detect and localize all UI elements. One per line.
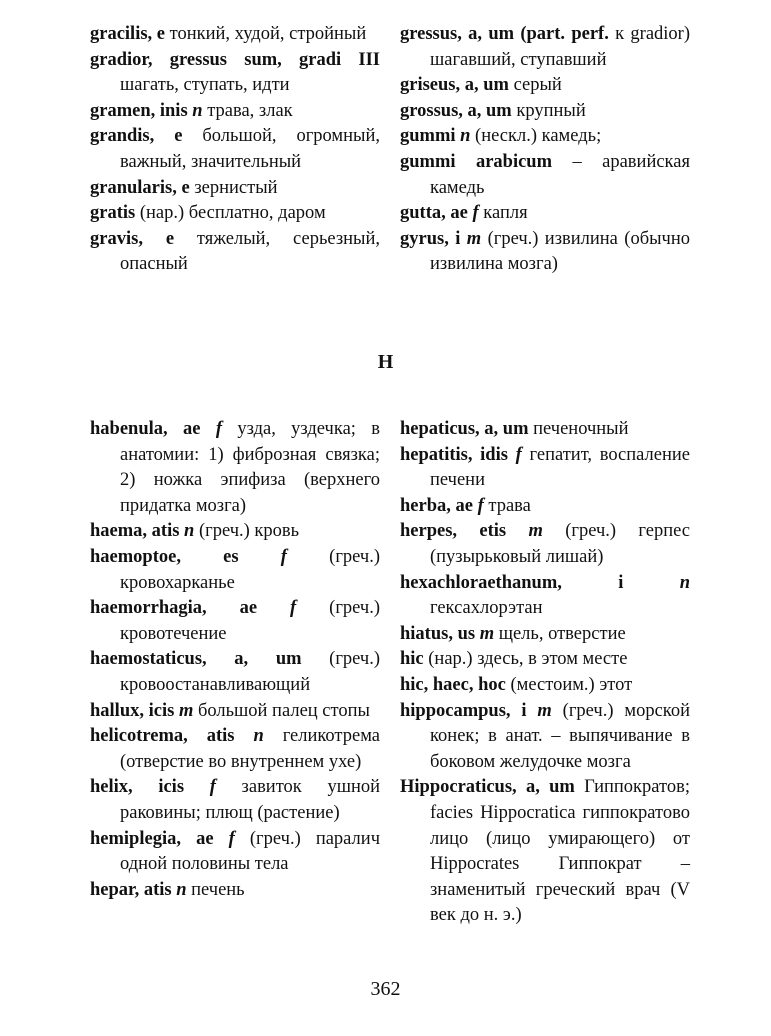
dictionary-entry bbox=[400, 73, 690, 99]
entry-forms: etis bbox=[479, 521, 507, 542]
entry-headword: hepar bbox=[90, 879, 135, 900]
entry-separator: , bbox=[163, 419, 183, 439]
entry-headword: granularis bbox=[90, 177, 173, 198]
dictionary-entry bbox=[90, 545, 380, 596]
dictionary-entry bbox=[400, 417, 690, 443]
entry-headword: hemiplegia bbox=[90, 828, 177, 849]
dictionary-entry bbox=[400, 673, 690, 699]
entry-headword: helicotrema bbox=[90, 726, 184, 747]
entry-definition: печень bbox=[186, 879, 245, 900]
entry-separator: , bbox=[176, 828, 197, 849]
entry-definition: тяжелый, серьезный, опасный bbox=[120, 228, 380, 275]
entry-separator: , bbox=[147, 49, 170, 70]
entry-headword: hic, haec, hoc bbox=[400, 674, 506, 695]
dictionary-entry bbox=[90, 99, 380, 125]
dictionary-entry bbox=[400, 699, 690, 776]
entry-forms: e bbox=[156, 24, 166, 44]
entry-headword: herpes bbox=[400, 521, 453, 542]
entry-headword: hepatitis bbox=[400, 444, 468, 465]
entry-headword: gracilis bbox=[90, 24, 148, 44]
dictionary-entry bbox=[90, 227, 380, 278]
entry-forms: icis bbox=[158, 777, 185, 798]
entry-headword: grandis bbox=[90, 126, 150, 147]
entry-forms: a, um bbox=[525, 777, 575, 798]
dictionary-entry bbox=[400, 150, 690, 201]
column-bottom-right bbox=[400, 417, 690, 929]
dictionary-entry bbox=[400, 124, 690, 150]
dictionary-entry bbox=[90, 596, 380, 647]
entry-headword: hallux bbox=[90, 700, 140, 721]
entry-headword: haemoptoe bbox=[90, 546, 177, 567]
entry-definition: капля bbox=[478, 203, 528, 224]
entry-gender: n bbox=[192, 100, 203, 121]
entry-gender: f bbox=[228, 828, 235, 849]
entry-headword: hic bbox=[400, 649, 424, 670]
entry-headword: griseus bbox=[400, 75, 456, 96]
entry-headword: gravis bbox=[90, 228, 139, 249]
dictionary-entry bbox=[400, 519, 690, 570]
column-top-right bbox=[400, 22, 690, 278]
entry-definition: печеночный bbox=[528, 419, 629, 439]
entry-separator: , bbox=[441, 203, 451, 224]
entry-forms: e bbox=[165, 228, 175, 249]
entry-forms: a, um (part. perf. bbox=[468, 24, 609, 44]
entry-definition: щель, отверстие bbox=[494, 623, 626, 644]
entry-forms: ae bbox=[239, 598, 258, 619]
entry-separator: , bbox=[147, 24, 157, 44]
entry-definition: (греч.) кровотечение bbox=[120, 598, 381, 644]
entry-definition: завиток ушной раковины; плющ (растение) bbox=[120, 777, 380, 823]
entry-separator: , bbox=[142, 521, 152, 542]
entry-separator: , bbox=[512, 777, 526, 798]
entry-separator: , bbox=[172, 177, 182, 198]
entry-definition: трава bbox=[483, 495, 531, 516]
entry-forms: es bbox=[223, 546, 239, 567]
entry-headword: helix bbox=[90, 777, 129, 798]
entry-forms: inis bbox=[159, 100, 188, 121]
entry-headword: gradior bbox=[90, 49, 148, 70]
entry-headword: herba bbox=[400, 495, 447, 516]
entry-separator: , bbox=[448, 623, 458, 644]
entry-definition: (греч.) кровохарканье bbox=[120, 546, 380, 593]
entry-separator: , bbox=[176, 546, 224, 567]
entry-forms: i bbox=[521, 700, 527, 721]
entry-forms: idis bbox=[480, 444, 508, 465]
entry-gender: f bbox=[472, 203, 479, 224]
entry-definition: большой, огромный, важный, значительный bbox=[120, 126, 380, 172]
entry-gender: n bbox=[184, 521, 195, 542]
dictionary-entry bbox=[400, 227, 690, 278]
entry-headword: hexachloraethanum bbox=[400, 572, 558, 593]
entry-gender: m bbox=[528, 521, 543, 542]
entry-forms: i bbox=[455, 228, 461, 249]
entry-headword: habenula bbox=[90, 419, 164, 439]
dictionary-entry bbox=[90, 48, 380, 99]
column-bottom-left bbox=[90, 417, 380, 903]
entry-forms: a, um bbox=[467, 100, 512, 121]
entry-forms: gressus sum, gradi III bbox=[169, 49, 380, 70]
entry-forms: icis bbox=[148, 700, 175, 721]
entry-separator: , bbox=[139, 700, 149, 721]
entry-gender: m bbox=[466, 228, 482, 249]
entry-separator: , bbox=[149, 126, 175, 147]
dictionary-entry bbox=[90, 699, 380, 725]
entry-headword: haemostaticus bbox=[90, 649, 203, 670]
entry-headword: haema bbox=[90, 521, 143, 542]
entry-gender: f bbox=[515, 444, 522, 465]
dictionary-entry bbox=[400, 622, 690, 648]
entry-forms: atis bbox=[206, 726, 235, 747]
entry-definition: (греч.) кровь bbox=[194, 521, 300, 542]
entry-forms: ae bbox=[183, 419, 201, 439]
entry-forms: ae bbox=[196, 828, 214, 849]
entry-gender: f bbox=[477, 495, 484, 516]
column-top-left bbox=[90, 22, 380, 278]
entry-gender: f bbox=[215, 419, 222, 439]
entry-gender: m bbox=[537, 700, 552, 721]
entry-separator: , bbox=[475, 419, 485, 439]
page-number: 362 bbox=[370, 978, 401, 1000]
entry-forms: e bbox=[181, 177, 190, 198]
entry-forms: ae bbox=[450, 203, 468, 224]
entry-gender: f bbox=[290, 598, 297, 619]
dictionary-entry bbox=[400, 22, 690, 73]
entry-separator: , bbox=[457, 24, 469, 44]
entry-definition: (местоим.) этот bbox=[505, 674, 633, 695]
dictionary-entry bbox=[90, 22, 380, 48]
dictionary-entry bbox=[90, 647, 380, 698]
entry-separator: , bbox=[134, 879, 144, 900]
entry-gender: n bbox=[460, 126, 471, 147]
section-letter-heading: H bbox=[377, 351, 394, 373]
dictionary-entry bbox=[90, 176, 380, 202]
entry-gender: m bbox=[178, 700, 194, 721]
entry-forms: atis bbox=[151, 521, 180, 542]
entry-separator: , bbox=[202, 598, 240, 619]
entry-headword: gressus bbox=[400, 24, 458, 44]
dictionary-entry bbox=[400, 647, 690, 673]
entry-headword: hepaticus bbox=[400, 419, 476, 439]
entry-headword: gummi bbox=[400, 126, 456, 147]
entry-gender: n bbox=[253, 726, 264, 747]
dictionary-entry bbox=[400, 775, 690, 929]
entry-definition: (нар.) здесь, в этом месте bbox=[423, 649, 628, 670]
entry-separator: , bbox=[446, 495, 456, 516]
entry-separator: , bbox=[150, 100, 160, 121]
entry-separator: , bbox=[505, 700, 522, 721]
entry-separator: , bbox=[557, 572, 619, 593]
entry-definition: (греч.) герпес (пузырьковый лишай) bbox=[430, 521, 691, 567]
entry-forms: us bbox=[457, 623, 476, 644]
entry-definition: (греч.) кровоостанавливающий bbox=[120, 649, 380, 695]
entry-definition: узда, уздечка; в анатомии: 1) фиброзная связка; 2) ножка эпифиза (верхнего придатка мозга) bbox=[120, 419, 381, 516]
entry-definition: (нескл.) камедь; bbox=[470, 126, 602, 147]
dictionary-entry bbox=[90, 724, 380, 775]
entry-headword: hiatus bbox=[400, 623, 449, 644]
entry-separator: , bbox=[128, 777, 159, 798]
entry-definition: к gradior) шагавший, ступавший bbox=[430, 24, 690, 70]
dictionary-entry bbox=[90, 827, 380, 878]
entry-definition: (греч.) паралич одной половины тела bbox=[120, 828, 380, 875]
entry-gender: f bbox=[280, 546, 287, 567]
entry-forms: atis bbox=[143, 879, 172, 900]
entry-definition: трава, злак bbox=[202, 100, 293, 121]
dictionary-entry bbox=[400, 443, 690, 494]
entry-headword: gratis bbox=[90, 203, 136, 224]
dictionary-entry bbox=[90, 878, 380, 904]
entry-definition: (греч.) морской конек; в анат. – выпячивание в боковом желудочке мозга bbox=[430, 700, 691, 772]
entry-separator: , bbox=[444, 228, 456, 249]
entry-headword: grossus bbox=[400, 100, 459, 121]
entry-definition: (нар.) бесплатно, даром bbox=[135, 203, 326, 224]
entry-definition: – аравийская камедь bbox=[430, 151, 690, 198]
dictionary-entry bbox=[90, 775, 380, 826]
entry-headword: hippocampus bbox=[400, 700, 506, 721]
entry-forms: a, um bbox=[464, 75, 509, 96]
entry-gender: n bbox=[176, 879, 187, 900]
entry-headword: gummi arabicum bbox=[400, 151, 552, 172]
entry-separator: , bbox=[202, 649, 235, 670]
entry-separator: , bbox=[458, 100, 468, 121]
entry-headword: gramen bbox=[90, 100, 151, 121]
entry-definition: Гиппократов; facies Hippocratica гиппократово лицо (лицо умирающего) от Hippocrates Гиппократ – знаменитый греческий врач (V век до н. э.) bbox=[430, 777, 690, 926]
entry-definition: геликотрема (отверстие во внутреннем ухе) bbox=[120, 726, 380, 772]
entry-definition: большой палец стопы bbox=[193, 700, 370, 721]
dictionary-entry bbox=[400, 494, 690, 520]
entry-forms: e bbox=[174, 126, 183, 147]
entry-gender: m bbox=[479, 623, 495, 644]
entry-gender: n bbox=[679, 572, 690, 593]
entry-definition: тонкий, худой, стройный bbox=[165, 24, 367, 44]
entry-forms: i bbox=[618, 572, 624, 593]
dictionary-entry bbox=[90, 124, 380, 175]
entry-definition: (греч.) извилина (обычно извилина мозга) bbox=[430, 228, 691, 275]
entry-separator: , bbox=[467, 444, 481, 465]
dictionary-entry bbox=[400, 571, 690, 622]
entry-definition: серый bbox=[508, 75, 562, 96]
entry-headword: gyrus bbox=[400, 228, 445, 249]
entry-definition: крупный bbox=[511, 100, 586, 121]
entry-separator: , bbox=[452, 521, 480, 542]
entry-headword: Hippocraticus bbox=[400, 777, 513, 798]
dictionary-entry bbox=[400, 201, 690, 227]
dictionary-entry bbox=[90, 519, 380, 545]
entry-definition: шагать, ступать, идти bbox=[120, 75, 290, 96]
dictionary-entry bbox=[90, 201, 380, 227]
entry-forms: ae bbox=[455, 495, 473, 516]
entry-separator: , bbox=[183, 726, 207, 747]
entry-definition: зернистый bbox=[189, 177, 278, 198]
entry-definition: гексахлорэтан bbox=[430, 598, 543, 619]
dictionary-entry bbox=[90, 417, 380, 519]
dictionary-entry bbox=[400, 99, 690, 125]
entry-headword: gutta bbox=[400, 203, 442, 224]
entry-forms: a, um bbox=[484, 419, 529, 439]
entry-separator: , bbox=[455, 75, 465, 96]
entry-forms: a, um bbox=[234, 649, 302, 670]
entry-definition: гепатит, воспаление печени bbox=[430, 444, 690, 491]
entry-gender: f bbox=[209, 777, 216, 798]
entry-headword: haemorrhagia bbox=[90, 598, 203, 619]
entry-separator: , bbox=[138, 228, 166, 249]
